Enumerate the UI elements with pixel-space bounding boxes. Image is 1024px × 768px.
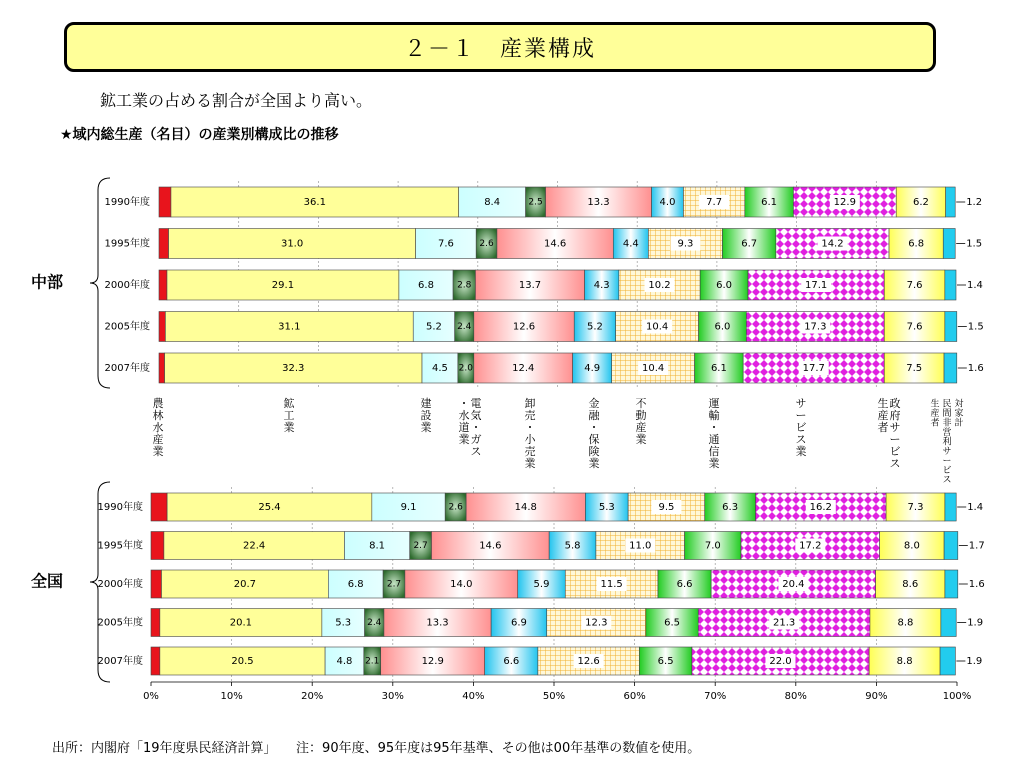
data-label: 1.9 [967, 617, 984, 629]
data-label: 14.6 [479, 540, 502, 552]
industry-label-char: 信 [708, 445, 720, 458]
industry-label-char: 気 [470, 409, 482, 422]
industry-label-char: 建 [420, 397, 432, 410]
data-label: 4.4 [622, 238, 639, 250]
industry-label-char: 生 [930, 399, 940, 410]
x-tick-label: 30% [381, 691, 404, 702]
year-label: 2005年度 [97, 617, 143, 629]
industry-label-char: ガ [470, 433, 482, 446]
industry-label-char: ス [795, 433, 807, 446]
data-label: 7.5 [906, 363, 923, 374]
industry-label-char: 府 [889, 409, 901, 422]
bar-segment-agri [159, 312, 165, 342]
data-label: 14.8 [514, 502, 537, 513]
data-label: 9.1 [400, 502, 417, 513]
data-label: 1.6 [967, 363, 984, 374]
data-label: 6.8 [908, 238, 925, 250]
data-label: 1.5 [967, 321, 984, 333]
bar-segment-agri [159, 270, 167, 300]
data-label: 17.1 [804, 280, 828, 291]
data-label: 5.2 [587, 321, 603, 333]
data-label: 22.4 [243, 540, 266, 552]
industry-label-char: 産 [635, 421, 647, 434]
data-label: 2.7 [413, 541, 428, 551]
data-label: 17.7 [802, 363, 825, 374]
data-label: 6.8 [347, 579, 364, 590]
data-label: 1.5 [966, 238, 983, 250]
data-label: 6.1 [761, 197, 778, 208]
industry-label-char: 業 [635, 433, 647, 446]
data-label: 7.7 [706, 197, 723, 208]
industry-label-char: 計 [954, 418, 964, 429]
data-label: 11.0 [629, 540, 652, 552]
data-label: 8.1 [369, 540, 386, 552]
industry-label-char: 運 [708, 397, 720, 410]
industry-label-char: サ [795, 397, 807, 410]
industry-label-char: 者 [877, 421, 889, 434]
data-label: 7.3 [907, 502, 924, 513]
data-label: 4.5 [431, 363, 448, 374]
data-label: 14.6 [543, 238, 567, 250]
data-label: 36.1 [303, 197, 326, 208]
industry-label-char: 保 [588, 433, 600, 446]
data-label: 5.8 [564, 540, 581, 552]
industry-label-char: ・ [470, 421, 482, 434]
data-label: 2.6 [448, 502, 463, 513]
industry-label-char: ビ [889, 445, 901, 458]
data-label: 8.4 [484, 197, 501, 208]
data-label: 4.9 [584, 363, 601, 374]
bar-segment-agri [159, 353, 165, 383]
industry-label-char: 設 [420, 409, 432, 422]
data-label: 12.9 [421, 656, 444, 667]
data-label: 25.4 [258, 502, 281, 513]
data-label: 2.7 [386, 579, 402, 590]
industry-label-char: 業 [795, 445, 807, 458]
data-label: 6.8 [418, 280, 434, 291]
data-label: 8.0 [903, 540, 920, 552]
data-label: 17.2 [799, 540, 822, 552]
industry-label-char: 道 [458, 421, 470, 434]
data-label: 1.2 [966, 197, 983, 208]
group-label: 中部 [30, 272, 64, 292]
industry-label-char: 対 [954, 399, 964, 410]
data-label: 20.7 [233, 579, 257, 590]
industry-label-char: 融 [588, 409, 600, 422]
x-tick-label: 10% [220, 691, 243, 702]
bar-segment-agri [151, 609, 160, 637]
x-tick-label: 40% [462, 691, 485, 702]
industry-label-char: ・ [708, 421, 720, 434]
industry-label-char: サ [942, 447, 952, 457]
data-label: 6.3 [722, 502, 739, 513]
industry-label-char: ー [795, 409, 807, 422]
data-label: 7.0 [704, 540, 721, 552]
industry-label-char: ー [889, 433, 901, 446]
data-label: 14.2 [821, 238, 844, 250]
industry-label-char: 鉱 [283, 397, 295, 410]
data-label: 32.3 [282, 363, 305, 374]
data-label: 20.1 [229, 617, 253, 629]
data-label: 31.1 [278, 321, 301, 333]
data-label: 7.6 [906, 280, 923, 291]
data-label: 8.8 [896, 656, 913, 667]
data-label: 5.3 [335, 617, 352, 629]
page-title: ２－１ 産業構成 [64, 22, 936, 72]
industry-label-char: 生 [877, 397, 889, 410]
data-label: 1.4 [967, 280, 983, 291]
data-label: 10.4 [642, 363, 665, 374]
data-label: 6.0 [714, 321, 731, 333]
data-label: 13.3 [587, 197, 610, 208]
industry-label-char: 業 [420, 421, 432, 434]
data-label: 1.6 [968, 579, 985, 590]
data-label: 8.6 [902, 579, 919, 590]
x-tick-label: 80% [784, 691, 807, 702]
industry-label-char: ス [942, 475, 952, 486]
data-label: 1.7 [968, 540, 985, 552]
bar-segment-nonprofit [944, 353, 957, 383]
data-label: 5.9 [533, 579, 550, 590]
data-label: 5.2 [426, 321, 442, 333]
bar-segment-agri [151, 493, 167, 521]
industry-label-char: 業 [458, 433, 470, 446]
group-label: 全国 [30, 571, 64, 591]
industry-label-char: ー [942, 456, 952, 467]
data-label: 10.4 [645, 321, 669, 333]
industry-label-char: 通 [708, 433, 720, 446]
source-note: 出所：内閣府「19年度県民経済計算」 注：90年度、95年度は95年基準、その他は00年基準の数値を使用。 [52, 741, 701, 756]
page-subtitle: 鉱工業の占める割合が全国より高い。 [100, 91, 373, 110]
industry-label-char: ・ [588, 421, 600, 434]
industry-label-char: 金 [588, 397, 600, 410]
industry-label-char: 者 [930, 418, 940, 429]
year-label: 1995年度 [104, 238, 150, 250]
chart-title: ★域内総生産（名目）の産業別構成比の推移 [60, 127, 339, 143]
industry-label-char: ・ [524, 421, 536, 434]
industry-label-char: 工 [283, 409, 295, 422]
data-label: 6.5 [664, 617, 681, 629]
industry-label-char: 卸 [524, 397, 536, 410]
data-label: 12.3 [585, 617, 608, 629]
data-label: 12.4 [512, 363, 535, 374]
year-label: 1990年度 [104, 197, 150, 208]
industry-label-char: ビ [942, 466, 952, 476]
data-label: 6.0 [716, 280, 733, 291]
industry-label-char: 非 [942, 418, 952, 429]
bar-segment-nonprofit [945, 570, 958, 598]
industry-label-char: 民 [942, 399, 952, 410]
industry-label-char: 利 [942, 437, 952, 448]
bar-segment-nonprofit [940, 647, 955, 675]
bar-segment-nonprofit [945, 270, 956, 300]
industry-label-char: 業 [152, 445, 164, 458]
data-label: 7.6 [906, 321, 923, 333]
x-tick-label: 100% [942, 691, 972, 702]
industry-label-char: 政 [889, 397, 901, 410]
industry-label-char: 林 [152, 409, 164, 422]
industry-label-char: 家 [954, 409, 964, 419]
data-label: 5.3 [598, 502, 615, 513]
data-label: 6.1 [710, 363, 727, 374]
year-label: 1995年度 [97, 540, 143, 552]
bar-segment-nonprofit [945, 312, 957, 342]
data-label: 4.0 [659, 197, 676, 208]
industry-label-char: 産 [877, 409, 889, 422]
industry-label-char: ビ [795, 421, 807, 434]
data-label: 4.8 [336, 656, 353, 667]
data-label: 6.7 [741, 238, 758, 250]
data-label: 20.5 [231, 656, 254, 667]
data-label: 17.3 [804, 321, 827, 333]
data-label: 6.2 [912, 197, 929, 208]
x-tick-label: 60% [623, 691, 646, 702]
data-label: 1.4 [967, 502, 984, 513]
data-label: 6.5 [657, 656, 674, 667]
data-label: 1.9 [966, 656, 983, 667]
industry-label-char: 業 [588, 457, 600, 470]
data-label: 2.8 [457, 280, 472, 291]
bar-segment-nonprofit [943, 229, 955, 259]
bar-segment-agri [159, 187, 171, 217]
bar-segment-agri [151, 532, 164, 560]
industry-label-char: 水 [458, 409, 470, 422]
industry-label-char: ス [889, 457, 901, 470]
data-label: 11.5 [600, 579, 623, 590]
industry-label-char: 農 [152, 397, 164, 410]
data-label: 9.5 [658, 502, 675, 513]
data-label: 6.6 [503, 656, 520, 667]
data-label: 7.6 [437, 238, 454, 250]
data-label: 20.4 [782, 579, 805, 590]
data-label: 2.1 [365, 656, 380, 667]
industry-label-char: 輸 [708, 409, 720, 422]
year-label: 2007年度 [97, 656, 143, 667]
bar-segment-agri [151, 570, 161, 598]
year-label: 1990年度 [97, 502, 143, 513]
industry-label-char: 電 [470, 397, 482, 410]
industry-label-char: 動 [635, 409, 647, 422]
data-label: 6.9 [510, 617, 527, 629]
industry-label-char: 間 [942, 409, 952, 419]
x-tick-label: 90% [865, 691, 888, 702]
industry-label-char: 営 [942, 428, 952, 438]
data-label: 2.6 [479, 239, 494, 249]
industry-label-char: 業 [708, 457, 720, 470]
data-label: 2.0 [458, 363, 474, 374]
data-label: 2.5 [528, 197, 543, 208]
data-label: 4.3 [593, 280, 610, 291]
bar-segment-nonprofit [945, 493, 956, 521]
data-label: 12.9 [833, 197, 856, 208]
industry-label-char: サ [889, 421, 901, 434]
data-label: 29.1 [271, 280, 295, 291]
industry-label-char: 不 [635, 397, 647, 410]
year-label: 2005年度 [104, 321, 150, 333]
data-label: 12.6 [577, 656, 600, 667]
industry-label-char: 小 [524, 433, 536, 446]
bar-segment-nonprofit [946, 187, 956, 217]
data-label: 9.3 [677, 238, 694, 250]
x-tick-label: 70% [704, 691, 727, 702]
industry-label-char: ・ [458, 397, 470, 410]
industry-label-char: 産 [152, 433, 164, 446]
data-label: 13.7 [518, 280, 542, 291]
data-label: 22.0 [769, 656, 792, 667]
data-label: 21.3 [772, 617, 796, 629]
industry-label-char: 売 [524, 445, 536, 458]
industry-label-char: 水 [152, 421, 164, 434]
industry-label-char: 産 [930, 409, 940, 419]
data-label: 12.6 [512, 321, 536, 333]
year-label: 2000年度 [104, 280, 150, 291]
industry-label-char: 業 [283, 421, 295, 434]
x-tick-label: 20% [301, 691, 324, 702]
x-tick-label: 0% [143, 691, 159, 702]
data-label: 31.0 [280, 238, 304, 250]
industry-label-char: 業 [524, 457, 536, 470]
x-tick-label: 50% [542, 691, 566, 702]
industry-label-char: 売 [524, 409, 536, 422]
bar-segment-nonprofit [944, 532, 958, 560]
bar-segment-agri [159, 229, 169, 259]
data-label: 14.0 [450, 579, 473, 590]
bar-segment-nonprofit [941, 609, 956, 637]
year-label: 2007年度 [104, 363, 150, 374]
bar-segment-agri [151, 647, 160, 675]
data-label: 2.4 [367, 618, 382, 628]
data-label: 13.3 [426, 617, 449, 629]
year-label: 2000年度 [97, 579, 143, 590]
data-label: 8.8 [897, 617, 914, 629]
data-label: 6.6 [676, 579, 693, 590]
industry-label-char: 険 [588, 445, 600, 458]
data-label: 16.2 [809, 502, 832, 513]
data-label: 10.2 [648, 280, 671, 291]
data-label: 2.4 [457, 322, 472, 332]
industry-label-char: ス [470, 445, 482, 458]
